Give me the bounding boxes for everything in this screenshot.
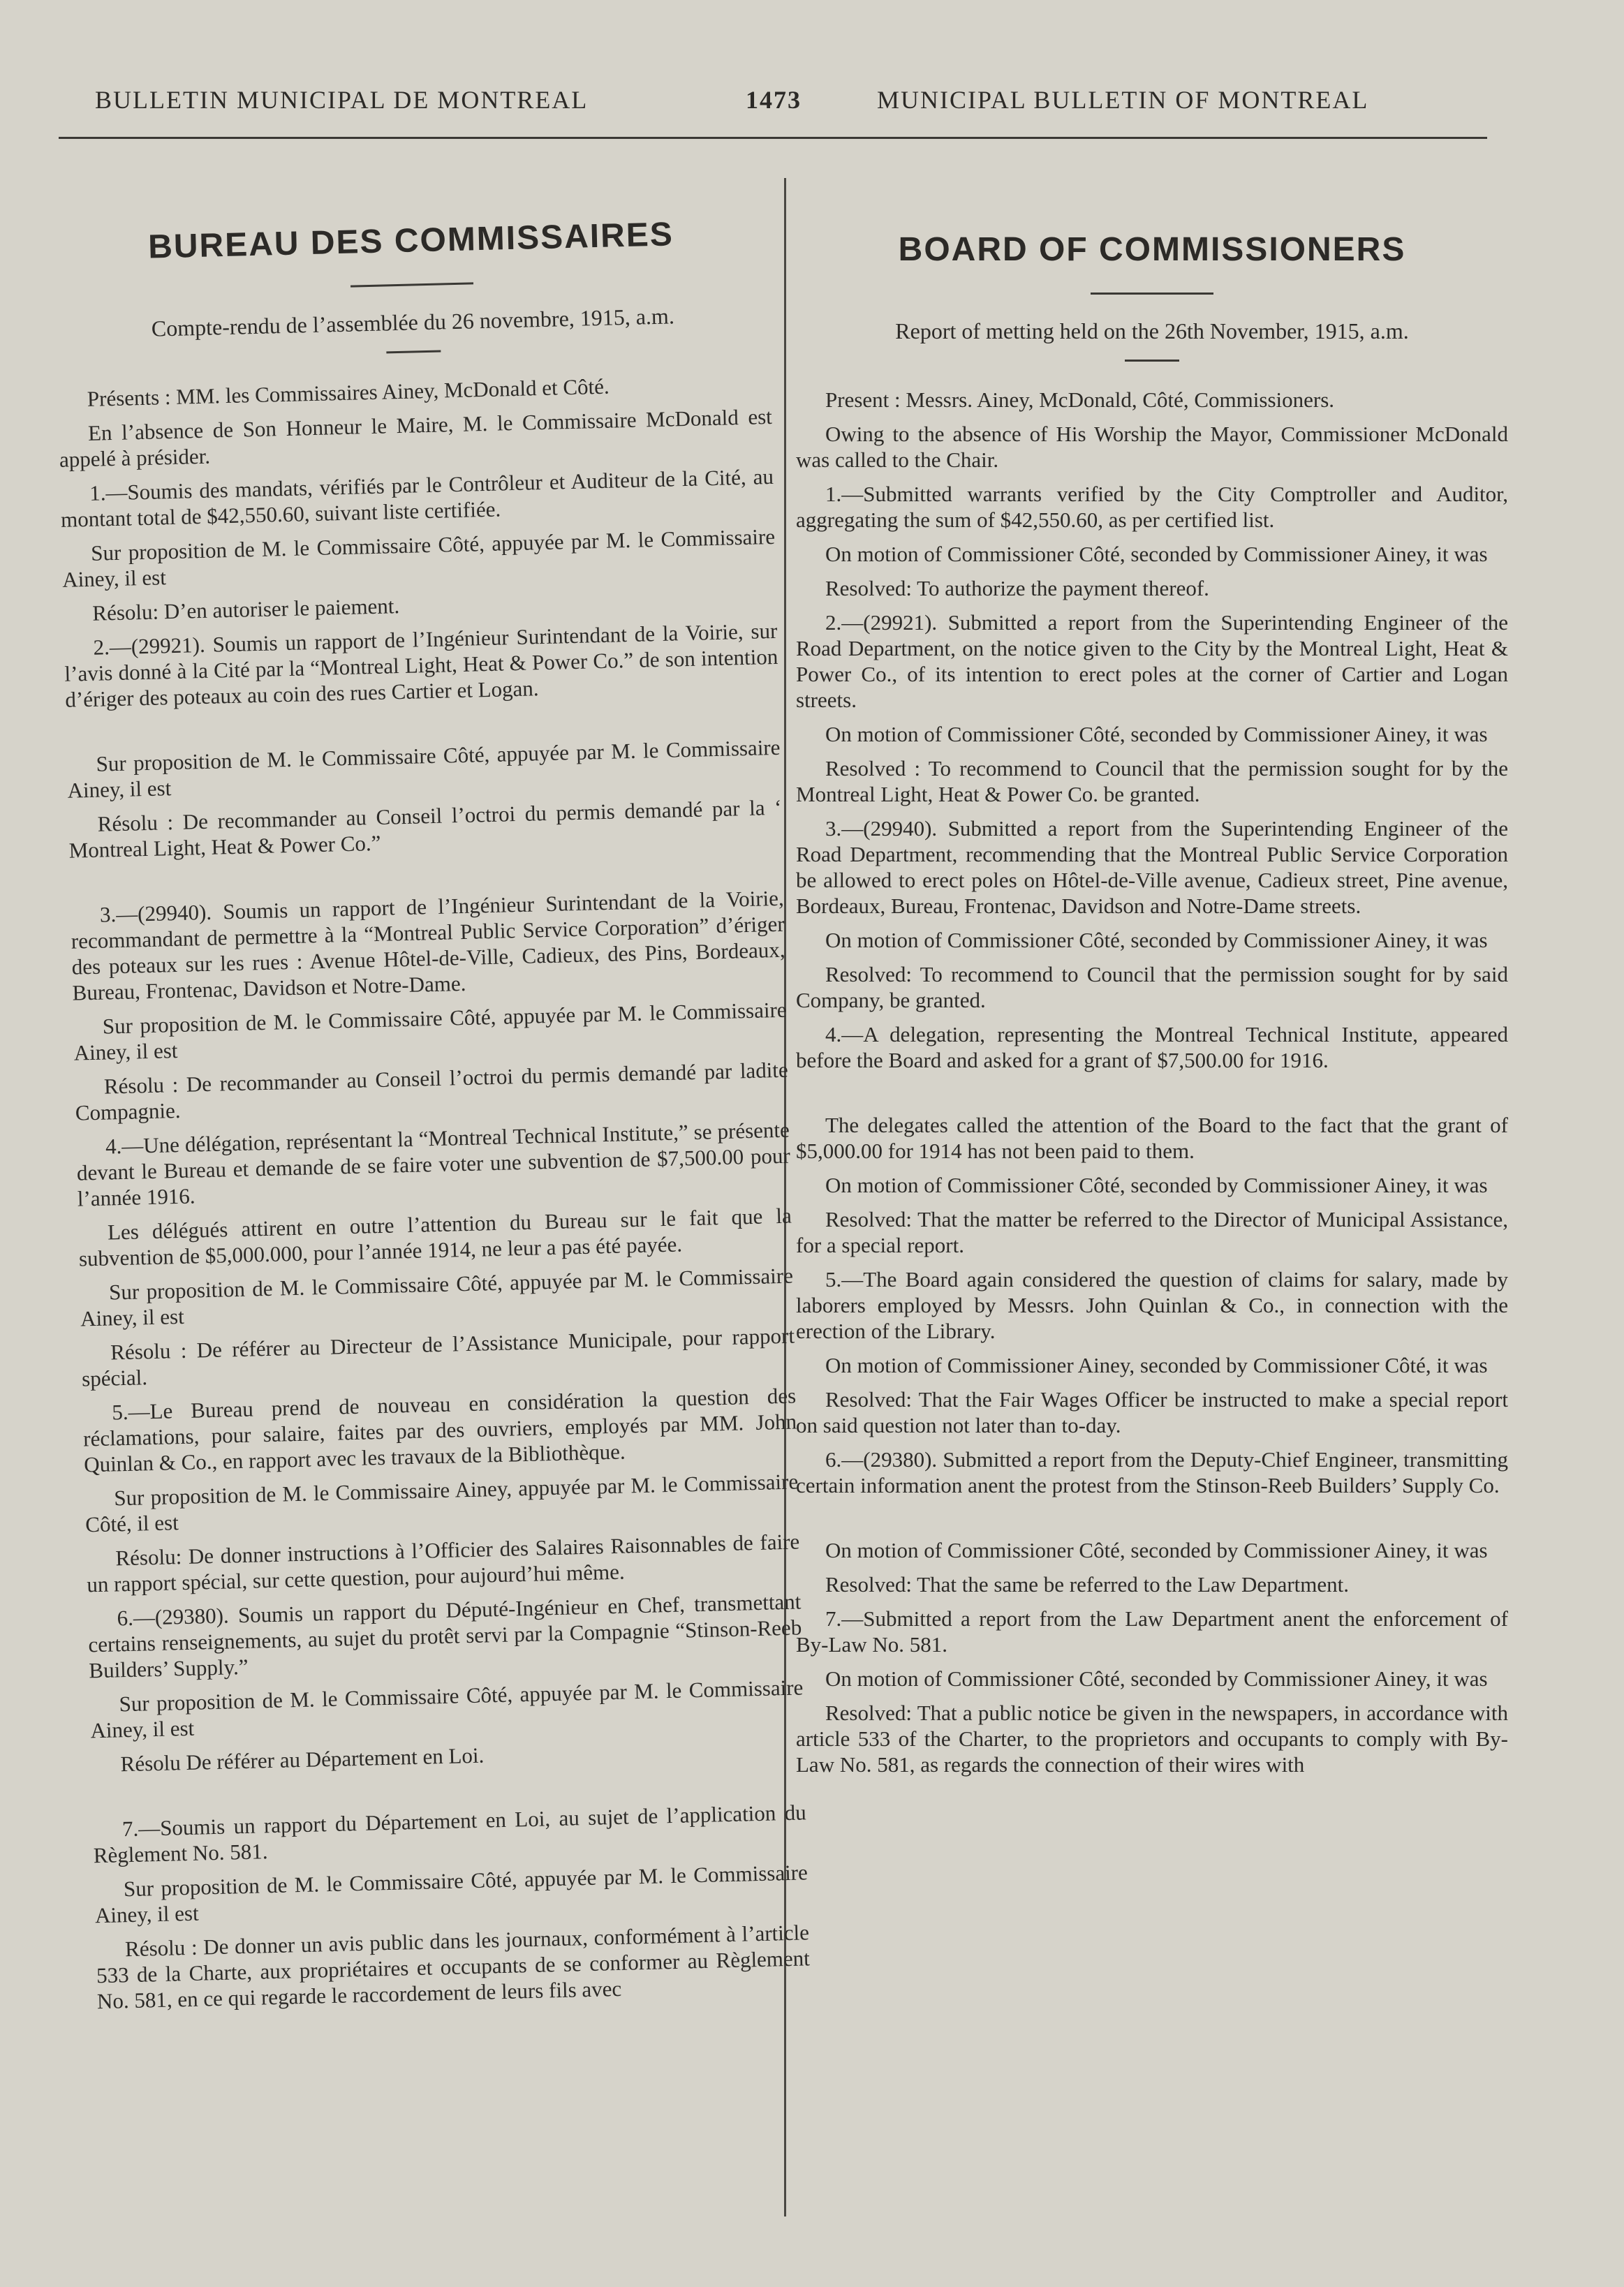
minutes-paragraph: En l’absence de Son Honneur le Maire, M. le Commissaire McDonald est appelé à présider. <box>59 404 773 472</box>
minutes-paragraph: Sur proposition de M. le Commissaire Côté, appuyée par M. le Commissaire Ainey, il est <box>94 1860 809 1928</box>
minutes-paragraph: Sur proposition de M. le Commissaire Côté, appuyée par M. le Commissaire Ainey, il est <box>61 524 776 592</box>
paragraph-gap <box>796 1081 1508 1112</box>
minutes-paragraph: Résolu: D’en autoriser le paiement. <box>91 593 400 626</box>
minutes-paragraph: 3.—(29940). Submitted a report from the Superintending Engineer of the Road Department, recommending that the Montreal Public Service Corporation be allowed to erect poles on Hôtel-de-Ville avenue, Cadieux street, Pine avenue, Bordeaux, Bureau, Frontenac, Davidson and Notre-Dame streets. <box>796 816 1508 918</box>
minutes-paragraph: 6.—(29380). Submitted a report from the Deputy-Chief Engineer, transmitting certain information anent the protest from the Stinson-Reeb Builders’ Supply Co. <box>796 1447 1508 1497</box>
minutes-paragraph: Resolved : To recommend to Council that the permission sought for by the Montreal Light, Heat & Power Co. be granted. <box>796 756 1508 806</box>
header-english-title: MUNICIPAL BULLETIN OF MONTREAL <box>877 86 1369 114</box>
minutes-paragraph: Resolved: That the Fair Wages Officer be instructed to make a special report on said question not later than to-day. <box>796 1387 1508 1437</box>
minutes-paragraph: Resolved: To authorize the payment thereof. <box>825 576 1209 600</box>
minutes-paragraph: Resolved: That a public notice be given in the newspapers, in accordance with article 533 of the Charter, to the proprietors and occupants to comply with By-Law No. 581, as regards the connection of their wires with <box>796 1701 1508 1777</box>
title-rule <box>1091 293 1213 295</box>
minutes-paragraph: Résolu: De donner instructions à l’Officier des Salaires Raisonnables de faire un rapport spécial, sur cette question, pour aujourd’hui même. <box>86 1529 800 1597</box>
header-rule <box>59 137 1487 139</box>
english-section-title: BOARD OF COMMISSIONERS <box>898 231 1406 268</box>
minutes-paragraph: Sur proposition de M. le Commissaire Côté, appuyée par M. le Commissaire Ainey, il est <box>67 734 781 803</box>
page-number: 1473 <box>746 86 802 114</box>
minutes-paragraph: 7.—Submitted a report from the Law Department anent the enforcement of By-Law No. 581. <box>796 1606 1508 1657</box>
minutes-paragraph: 1.—Soumis des mandats, vérifiés par le Contrôleur et Auditeur de la Cité, au montant total de $42,550.60, suivant liste certifiée. <box>60 464 774 532</box>
french-section-title: BUREAU DES COMMISSAIRES <box>147 216 674 266</box>
minutes-paragraph: Owing to the absence of His Worship the Mayor, Commissioner McDonald was called to the Chair. <box>796 422 1508 472</box>
minutes-paragraph: 5.—Le Bureau prend de nouveau en considération la question des réclamations, pour salaire, faites par des ouvriers, employés par MM. John Quinlan & Co., en rapport avec les travaux de la Bibliothèque. <box>82 1383 797 1477</box>
minutes-paragraph: On motion of Commissioner Ainey, seconded by Commissioner Côté, it was <box>825 1353 1488 1377</box>
minutes-paragraph: 2.—(29921). Soumis un rapport de l’Ingénieur Surintendant de la Voirie, sur l’avis donné à la Cité par la “Montreal Light, Heat & Power Co.” de son intention d’ériger des poteaux au coin des rues Cartier et Logan. <box>64 618 778 712</box>
header-french-title: BULLETIN MUNICIPAL DE MONTREAL <box>95 86 589 114</box>
title-rule <box>350 282 473 287</box>
subtitle-rule <box>1125 360 1179 362</box>
minutes-paragraph: Résolu : De recommander au Conseil l’octroi du permis demandé par la ‘ Montreal Light, Heat & Power Co.” <box>68 794 782 863</box>
minutes-paragraph: 5.—The Board again considered the question of claims for salary, made by laborers employed by Messrs. John Quinlan & Co., in connection with the erection of the Library. <box>796 1267 1508 1343</box>
minutes-paragraph: 1.—Submitted warrants verified by the City Comptroller and Auditor, aggregating the sum of $42,550.60, as per certified list. <box>796 482 1508 532</box>
minutes-paragraph: Résolu De référer au Département en Loi. <box>120 1742 485 1777</box>
minutes-paragraph: Sur proposition de M. le Commissaire Côté, appuyée par M. le Commissaire Ainey, il est <box>90 1675 804 1743</box>
minutes-paragraph: Resolved: That the same be referred to the Law Department. <box>825 1572 1350 1597</box>
running-header <box>0 85 1624 141</box>
paragraph-gap <box>796 1507 1508 1537</box>
minutes-paragraph: 4.—Une délégation, représentant la “Montreal Technical Institute,” se présente devant le Bureau et demande de se faire voter une subvention de $7,500.00 pour l’année 1916. <box>76 1117 791 1211</box>
minutes-paragraph: Résolu : De donner un avis public dans les journaux, conformément à l’article 533 de la Charte, aux propriétaires et occupants de se conformer au Règlement No. 581, en ce qui regarde le raccordement de leurs fils avec <box>96 1920 811 2014</box>
minutes-paragraph: Present : Messrs. Ainey, McDonald, Côté, Commissioners. <box>825 387 1335 412</box>
minutes-paragraph: The delegates called the attention of the Board to the fact that the grant of $5,000.00 for 1914 has not been paid to them. <box>796 1113 1508 1163</box>
french-column <box>53 185 811 2022</box>
subtitle-rule <box>386 350 441 353</box>
minutes-paragraph: On motion of Commissioner Côté, seconded by Commissioner Ainey, it was <box>825 542 1488 566</box>
minutes-paragraph: On motion of Commissioner Côté, seconded by Commissioner Ainey, it was <box>825 928 1488 952</box>
minutes-paragraph: 3.—(29940). Soumis un rapport de l’Ingénieur Surintendant de la Voirie, recommandant de permettre à la “Montreal Public Service Corporation” d’ériger des poteaux sur les rues : Avenue Hôtel-de-Ville, Cadieux, des Pins, Bordeaux, Bureau, Frontenac, Davidson et Notre-Dame. <box>71 885 785 1005</box>
minutes-paragraph: Sur proposition de M. le Commissaire Côté, appuyée par M. le Commissaire Ainey, il est <box>80 1263 794 1331</box>
minutes-paragraph: 4.—A delegation, representing the Montreal Technical Institute, appeared before the Board and asked for a grant of $7,500.00 for 1916. <box>796 1022 1508 1072</box>
minutes-paragraph: On motion of Commissioner Côté, seconded by Commissioner Ainey, it was <box>825 722 1488 746</box>
minutes-paragraph: 2.—(29921). Submitted a report from the Superintending Engineer of the Road Department, on the notice given to the City by the Montreal Light, Heat & Power Co., of its intention to erect poles at the corner of Cartier and Logan streets. <box>796 610 1508 712</box>
minutes-paragraph: Présents : MM. les Commissaires Ainey, McDonald et Côté. <box>87 373 610 411</box>
minutes-paragraph: Les délégués attirent en outre l’attention du Bureau sur le fait que la subvention de $5,000.000, pour l’année 1914, ne leur a pas été payée. <box>78 1203 792 1271</box>
minutes-paragraph: On motion of Commissioner Côté, seconded by Commissioner Ainey, it was <box>825 1666 1488 1691</box>
minutes-paragraph: On motion of Commissioner Côté, seconded by Commissioner Ainey, it was <box>825 1173 1488 1197</box>
english-meeting-date: Report of metting held on the 26th November, 1915, a.m. <box>895 318 1409 343</box>
minutes-paragraph: Resolved: To recommend to Council that the permission sought for by said Company, be granted. <box>796 962 1508 1012</box>
minutes-paragraph: On motion of Commissioner Côté, seconded by Commissioner Ainey, it was <box>825 1538 1488 1562</box>
minutes-paragraph: Resolved: That the matter be referred to the Director of Municipal Assistance, for a special report. <box>796 1207 1508 1257</box>
minutes-paragraph: 6.—(29380). Soumis un rapport du Député-Ingénieur en Chef, transmettant certains renseignements, au sujet du protêt servi par la Compagnie “Stinson-Reeb Builders’ Supply.” <box>88 1589 802 1683</box>
minutes-paragraph: Résolu : De référer au Directeur de l’Assistance Municipale, pour rapport spécial. <box>81 1323 795 1391</box>
french-meeting-date: Compte-rendu de l’assemblée du 26 novembre, 1915, a.m. <box>151 303 675 341</box>
minutes-paragraph: 7.—Soumis un rapport du Département en Loi, au sujet de l’application du Règlement No. 581. <box>93 1800 807 1868</box>
english-column <box>796 202 1508 1786</box>
minutes-paragraph: Sur proposition de M. le Commissaire Ainey, appuyée par M. le Commissaire Côté, il est <box>84 1469 799 1537</box>
minutes-paragraph: Sur proposition de M. le Commissaire Côté, appuyée par M. le Commissaire Ainey, il est <box>73 997 787 1065</box>
english-minutes <box>796 387 1508 1777</box>
minutes-paragraph: Résolu : De recommander au Conseil l’octroi du permis demandé par ladite Compagnie. <box>75 1057 789 1125</box>
french-minutes <box>57 369 811 2014</box>
